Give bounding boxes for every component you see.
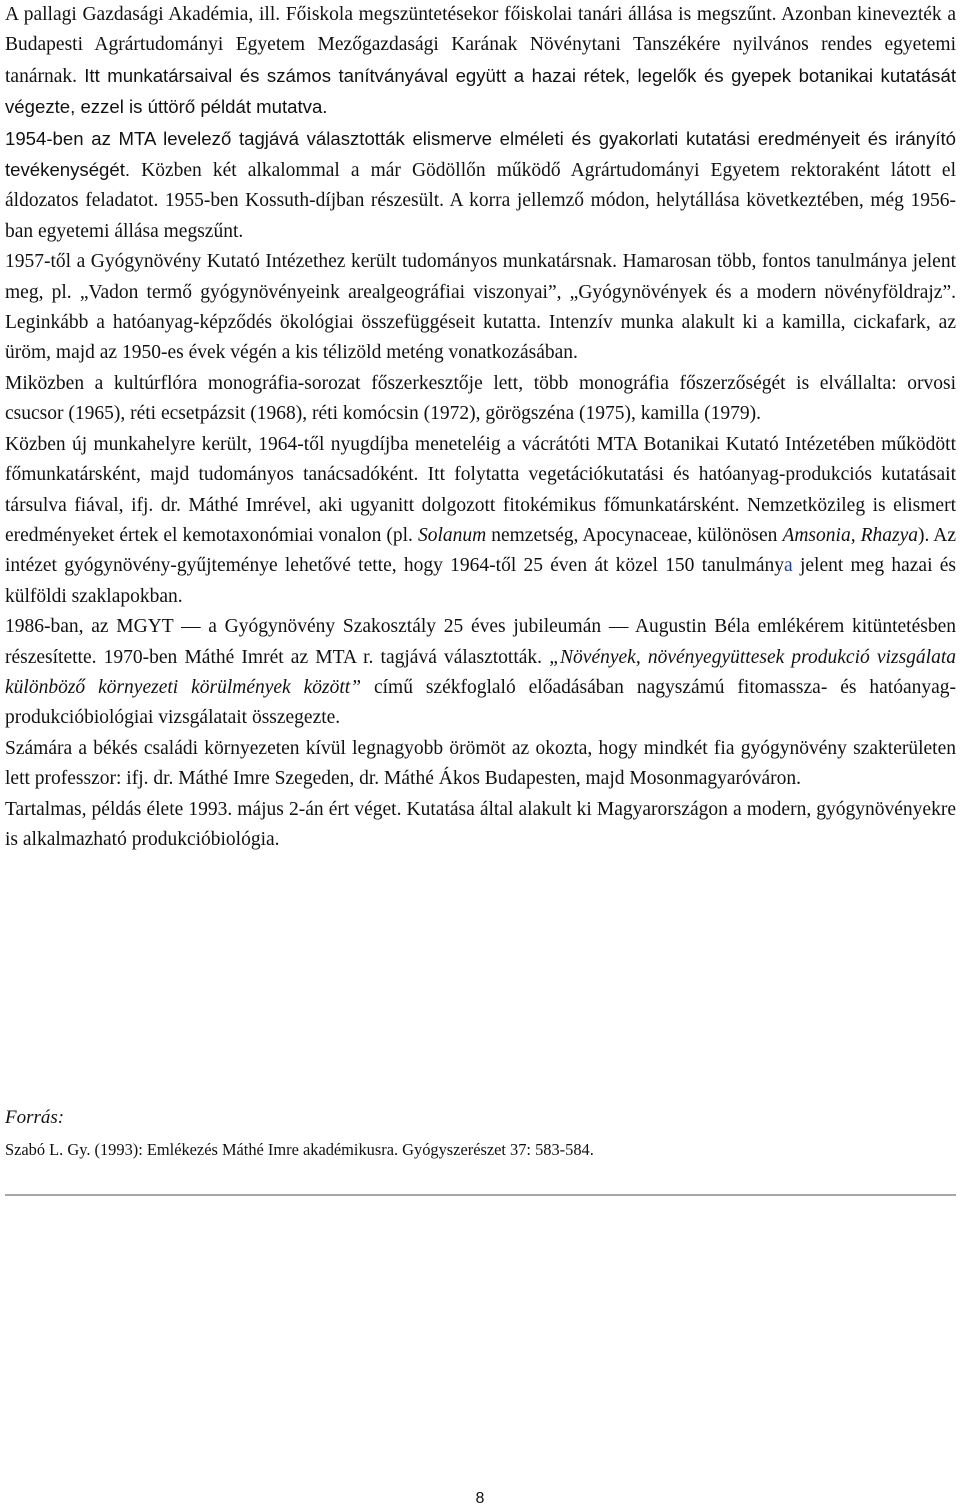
vacratot-text-a: Közben új munkahelyre került, 1964-től nyugdíjba meneteléig a vácrátóti MTA Botanikai Kutató Intézetében működött főmunkatársként, majd tudományos tanácsadóként. Itt folytatta vegetációkutatási és hatóanyag-produkciós kutatásait társulva fiával, ifj. dr. Máthé Imrével, aki ugyanitt dolgozott fitokémikus főmunkatársként. Nemzetközileg is elismert eredményeket értek el kemotaxonómiai vonalon (pl. xyxy=(5,433,956,546)
paragraph-academy-research-text: Itt munkatársaival és számos tanítványával együtt a hazai rétek, legelők és gyepek botanikai kutatását végezte, ezzel is úttörő példát mutatva. xyxy=(5,64,956,118)
paragraph-vacratot-institute xyxy=(5,430,956,612)
amsonia-rhazya-italic: Amsonia, Rhazya xyxy=(782,524,918,546)
awards-text-a: 1986-ban, az MGYT — a Gyógynövény Szakosztály 25 éves jubileumán — Augustin Béla emlékérem kitüntetésben részesítette. 1970-ben Máthé Imrét az MTA r. tagjává választották. xyxy=(5,616,956,668)
paragraph-mta-membership-text: Közben két alkalommal a már Gödöllőn működő Agrártudományi Egyetem rektoraként látott el áldozatos feladatot. 1955-ben Kossuth-díjban részesült. A korra jellemző módon, helytállása következtében, még 1956-ban egyetemi állása megszűnt. xyxy=(5,160,956,242)
vacratot-text-d: jelent meg hazai és külföldi szaklapokban. xyxy=(5,555,957,607)
paragraph-monographs: Miközben a kultúrflóra monográfia-sorozat főszerkesztője lett, több monográfia főszerzőségét is elvállalta: orvosi csucsor (1965), réti ecsetpázsit (1968), réti komócsin (1972), görögszéna (1975), kamilla (1979). xyxy=(5,372,956,425)
source-reference: Szabó L. Gy. (1993): Emlékezés Máthé Imre akadémikusra. Gyógyszerészet 37: 583-584. xyxy=(5,1140,594,1159)
vacratot-blue-letter: a xyxy=(784,555,793,577)
page-number: 8 xyxy=(475,1490,485,1507)
awards-text-b: című székfoglaló előadásában nagyszámú fitomassza- és hatóanyag-produkcióbiológiai vizsgálatait összegezte. xyxy=(5,676,956,729)
paragraph-mta-membership xyxy=(5,124,956,248)
paragraph-awards xyxy=(5,612,956,734)
vacratot-text-c: ). Az intézet gyógynövény-gyűjteménye lehetővé tette, hogy 1964-től 25 éven át közel 150 tanulmány xyxy=(5,524,957,577)
sources-heading: Forrás: xyxy=(5,1107,65,1128)
paragraph-family: Számára a békés családi környezeten kívül legnagyobb örömöt az okozta, hogy mindkét fia gyógynövény szakterületen lett professzor: ifj. dr. Máthé Imre Szegeden, dr. Máthé Ákos Budapesten, majd Mosonmagyaróváron. xyxy=(5,737,956,790)
solanum-italic: Solanum xyxy=(417,524,487,546)
inaugural-lecture-title: „Növények, növényegyüttesek produkció vizsgálata különböző környezeti körülmények között” xyxy=(5,646,956,698)
paragraph-academy xyxy=(5,0,956,124)
footer-divider xyxy=(5,1194,956,1196)
paragraph-death: Tartalmas, példás élete 1993. május 2-án ért véget. Kutatása által alakult ki Magyarországon a modern, gyógynövényekre is alkalmazható produkcióbiológia. xyxy=(5,798,956,850)
document-body xyxy=(5,0,956,855)
vacratot-text-b: nemzetség, Apocynaceae, különösen xyxy=(491,524,778,546)
paragraph-mta-membership-sans-text: 1954-ben az MTA levelező tagjává választották elismerve elméleti és gyakorlati kutatási eredményeit és irányító tevékenységét. xyxy=(5,127,956,181)
paragraph-medicinal-plant-institute: 1957-től a Gyógynövény Kutató Intézethez került tudományos munkatársnak. Hamarosan több, fontos tanulmánya jelent meg, pl. „Vadon termő gyógynövényeink arealgeográfiai viszonyai”, „Gyógynövények és a modern növényföldrajz”. Leginkább a hatóanyag-képződés ökológiai összefüggéseit kutatta. Intenzív munka alakult ki a kamilla, cickafark, az üröm, majd az 1950-es évek végén a kis télizöld meténg vonatkozásában. xyxy=(5,251,956,364)
paragraph-academy-text: A pallagi Gazdasági Akadémia, ill. Főiskola megszüntetésekor főiskolai tanári állása is megszűnt. Azonban kinevezték a Budapesti Agrártudományi Egyetem Mezőgazdasági Karának Növénytani Tanszékére nyilvános rendes egyetemi tanárnak. xyxy=(5,4,956,87)
